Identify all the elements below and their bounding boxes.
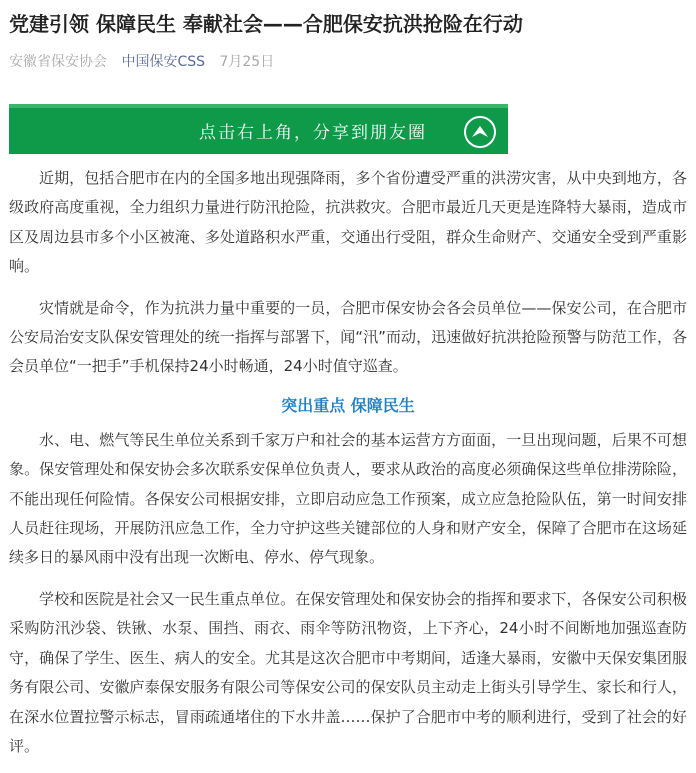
- paragraph-2: 灾情就是命令，作为抗洪力量中重要的一员，合肥市保安协会各会员单位——保安公司，在合肥市公安局治安支队保安管理处的统一指挥与部署下，闻“汛”而动，迅速做好抗洪抢险预警与防范工作，各会员单位“一把手”手机保持24小时畅通，24小时值守巡查。: [9, 298, 687, 376]
- share-banner-text: 点击右上角，分享到朋友圈: [199, 123, 427, 143]
- publish-date: 7月25日: [219, 54, 275, 70]
- article-title: 党建引领 保障民生 奉献社会——合肥保安抗洪抢险在行动: [9, 12, 523, 36]
- paragraph-4: 学校和医院是社会又一民生重点单位。在保安管理处和保安协会的指挥和要求下，各保安公司积极采购防汛沙袋、铁锹、水泵、围挡、雨衣、雨伞等防汛物资，上下齐心，24小时不间断地加强巡查防守，确保了学生、医生、病人的安全。尤其是这次合肥市中考期间，适逢大暴雨，安徽中天保安集团服务有限公司、安徽庐泰保安服务有限公司等保安公司的保安队员主动走上街头引导学生、家长和行人，在深水位置拉警示标志，冒雨疏通堵住的下水井盖……保护了合肥市中考的顺利进行，受到了社会的好评。: [9, 589, 687, 755]
- share-banner: [9, 104, 508, 154]
- share-arrow-icon: [463, 115, 497, 149]
- paragraph-3: 水、电、燃气等民生单位关系到千家万户和社会的基本运营方方面面，一旦出现问题，后果不可想象。保安管理处和保安协会多次联系安保单位负责人，要求从政治的高度必须确保这些单位排涝除险，不能出现任何险情。各保安公司根据安排，立即启动应急工作预案，成立应急抢险队伍，第一时间安排人员赶往现场，开展防汛应急工作，全力守护这些关键部位的人身和财产安全，保障了合肥市在这场延续多日的暴风雨中没有出现一次断电、停水、停气现象。: [9, 430, 687, 567]
- article-author: 安徽省保安协会: [9, 54, 107, 70]
- paragraph-1: 近期，包括合肥市在内的全国多地出现强降雨，多个省份遭受严重的洪涝灾害，从中央到地方，各级政府高度重视，全力组织力量进行防汛抢险，抗洪救灾。合肥市最近几天更是连降特大暴雨，造成市区及周边县市多个小区被淹、多处道路积水严重，交通出行受阻，群众生命财产、交通安全受到严重影响。: [9, 169, 687, 276]
- section-heading: 突出重点 保障民生: [281, 395, 415, 415]
- article-content: [9, 164, 687, 773]
- account-link[interactable]: 中国保安CSS: [121, 54, 206, 70]
- article-meta: [9, 52, 274, 72]
